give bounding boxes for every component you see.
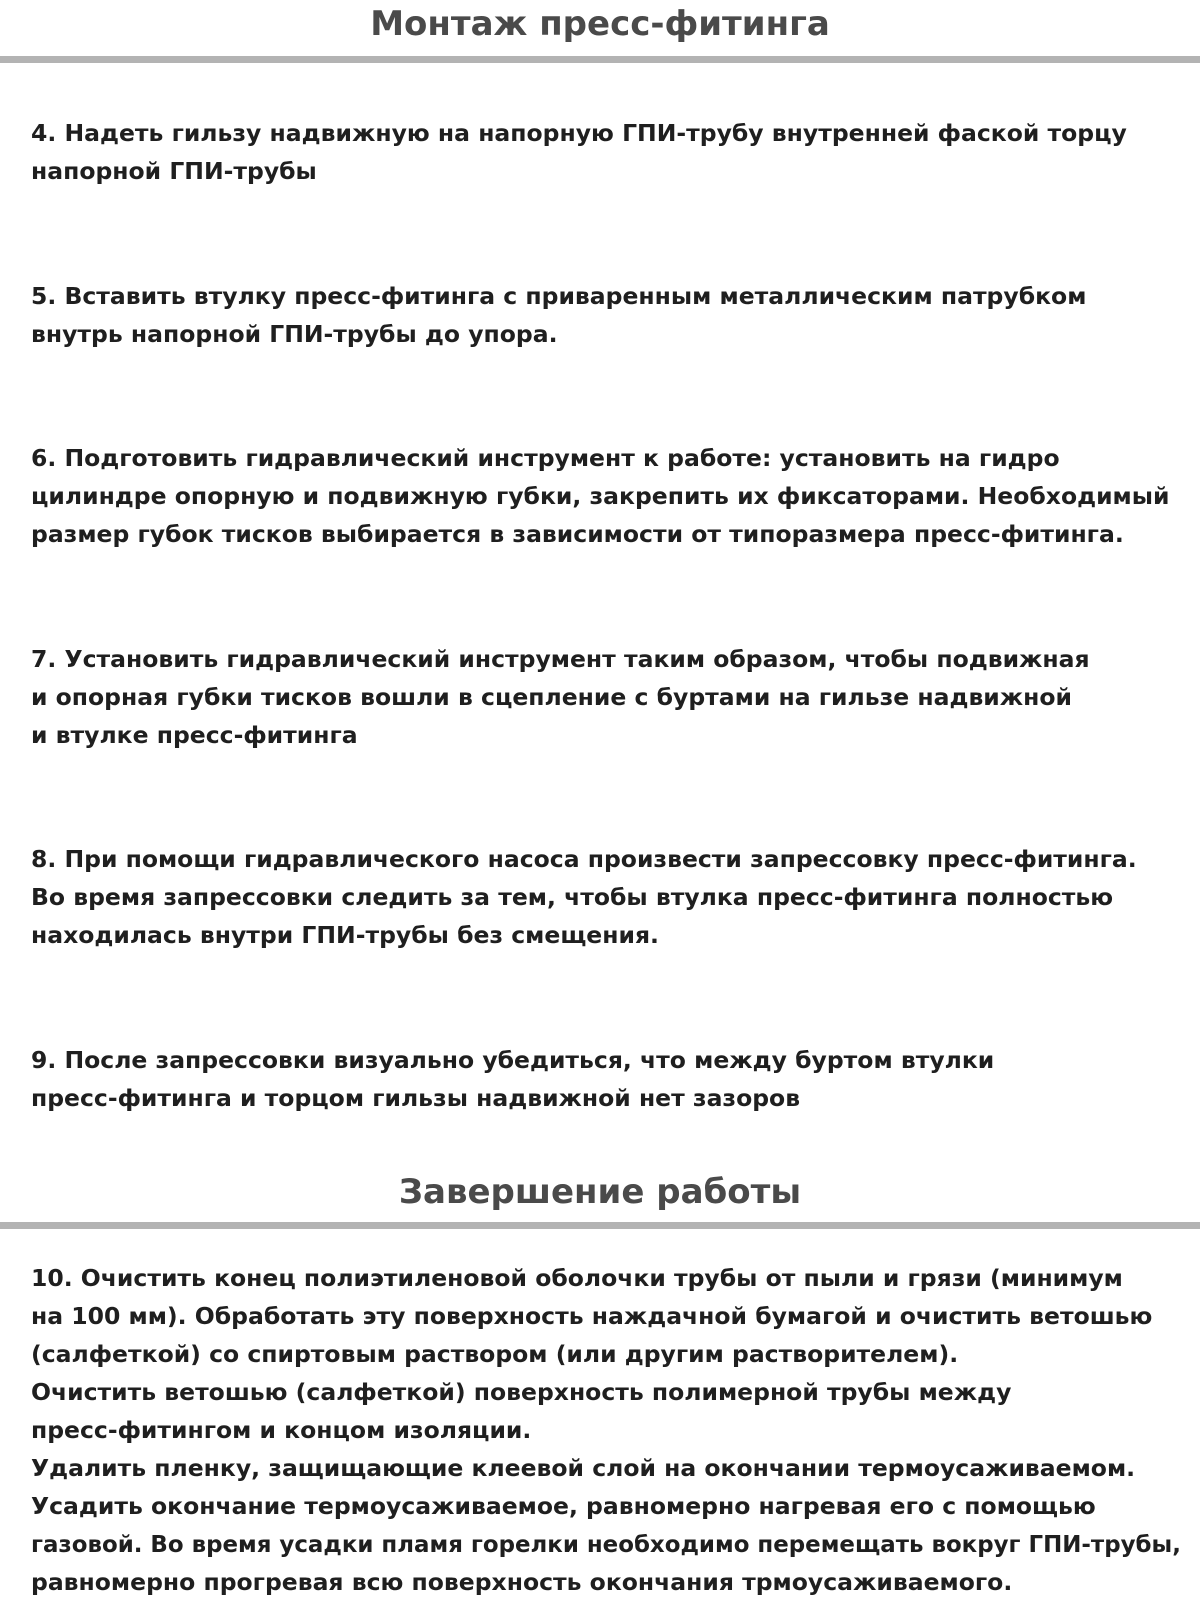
step-4-line-1: 4. Надеть гильзу надвижную на напорную ГПИ-трубу внутренней фаской торцу	[31, 119, 1127, 147]
step-7-line-2: и опорная губки тисков вошли в сцепление с буртами на гильзе надвижной	[31, 683, 1073, 711]
step-5-line-1: 5. Вставить втулку пресс-фитинга с приваренным металлическим патрубком	[31, 282, 1087, 310]
step-6-line-2: цилиндре опорную и подвижную губки, закрепить их фиксаторами. Необходимый	[31, 482, 1170, 510]
step-7-line-1: 7. Установить гидравлический инструмент таким образом, чтобы подвижная	[31, 645, 1090, 673]
step-10-line-2: на 100 мм). Обработать эту поверхность наждачной бумагой и очистить ветошью	[31, 1302, 1153, 1330]
section-divider-montage	[0, 56, 1200, 63]
step-8-line-1: 8. При помощи гидравлического насоса произвести запрессовку пресс-фитинга.	[31, 845, 1137, 873]
step-9	[31, 1041, 1181, 1117]
step-6	[31, 439, 1181, 553]
step-10-line-5: пресс-фитингом и концом изоляции.	[31, 1416, 532, 1444]
step-8-line-3: находилась внутри ГПИ-трубы без смещения.	[31, 921, 659, 949]
step-8-line-2: Во время запрессовки следить за тем, чтобы втулка пресс-фитинга полностью	[31, 883, 1114, 911]
step-6-line-1: 6. Подготовить гидравлический инструмент к работе: установить на гидро	[31, 444, 1060, 472]
step-5-line-2: внутрь напорной ГПИ-трубы до упора.	[31, 320, 558, 348]
step-8	[31, 840, 1181, 954]
step-9-line-1: 9. После запрессовки визуально убедиться, что между буртом втулки	[31, 1046, 995, 1074]
step-10-line-6: Удалить пленку, защищающие клеевой слой на окончании термоусаживаемом.	[31, 1454, 1136, 1482]
step-9-line-2: пресс-фитинга и торцом гильзы надвижной нет зазоров	[31, 1084, 801, 1112]
step-5	[31, 277, 1181, 353]
step-10-line-9: равномерно прогревая всю поверхность окончания трмоусаживаемого.	[31, 1568, 1013, 1596]
step-7-line-3: и втулке пресс-фитинга	[31, 721, 358, 749]
step-10-line-3: (салфеткой) со спиртовым раствором (или другим растворителем).	[31, 1340, 959, 1368]
step-10	[31, 1259, 1181, 1601]
step-10-line-7: Усадить окончание термоусаживаемое, равномерно нагревая его с помощью	[31, 1492, 1096, 1520]
step-10-line-8: газовой. Во время усадки пламя горелки необходимо перемещать вокруг ГПИ-трубы,	[31, 1530, 1181, 1558]
step-6-line-3: размер губок тисков выбирается в зависимости от типоразмера пресс-фитинга.	[31, 520, 1124, 548]
step-10-line-1: 10. Очистить конец полиэтиленовой оболочки трубы от пыли и грязи (минимум	[31, 1264, 1123, 1292]
step-4-line-2: напорной ГПИ-трубы	[31, 157, 317, 185]
section-title-completion: Завершение работы	[398, 1172, 802, 1212]
step-4	[31, 114, 1181, 190]
section-divider-completion	[0, 1222, 1200, 1229]
step-10-line-4: Очистить ветошью (салфеткой) поверхность полимерной трубы между	[31, 1378, 1012, 1406]
step-7	[31, 640, 1181, 754]
section-title-montage: Монтаж пресс-фитинга	[370, 4, 830, 44]
